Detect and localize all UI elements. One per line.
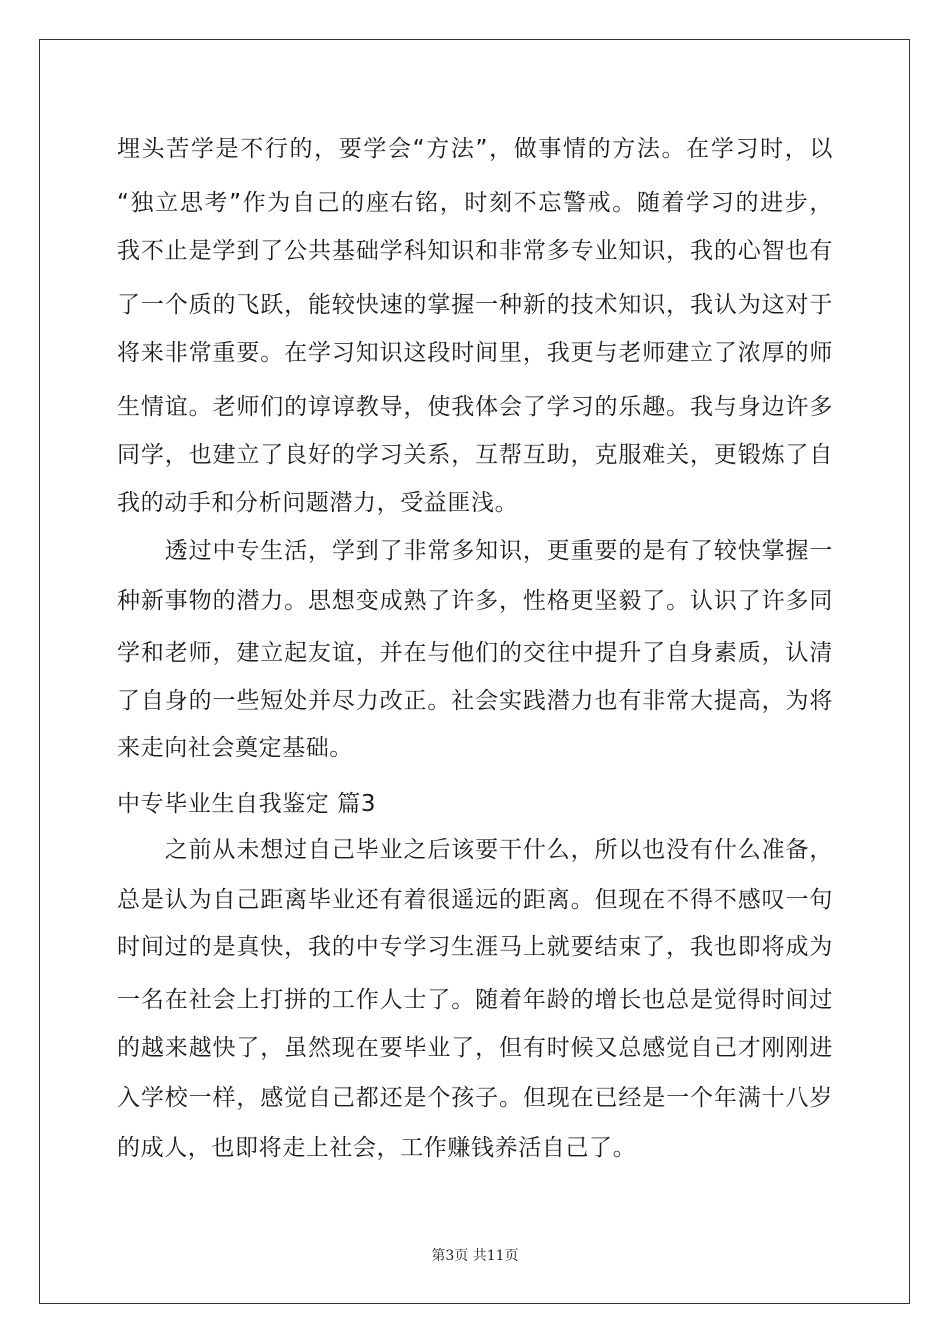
text-line: 种新事物的潜力。思想变成熟了许多，性格更坚毅了。认识了许多同 (117, 588, 833, 614)
text-line: 了自身的一些短处并尽力改正。社会实践潜力也有非常大提高，为将 (117, 688, 833, 714)
text-line: 总是认为自己距离毕业还有着很遥远的距离。但现在不得不感叹一句 (117, 887, 833, 913)
text-line: 之前从未想过自己毕业之后该要干什么，所以也没有什么准备， (117, 837, 833, 863)
text-line: 一名在社会上打拼的工作人士了。随着年龄的增长也总是觉得时间过 (117, 987, 833, 1013)
page-border (39, 39, 910, 1304)
text-line: 时间过的是真快，我的中专学习生涯马上就要结束了，我也即将成为 (117, 934, 833, 960)
text-line: 的越来越快了，虽然现在要毕业了，但有时候又总感觉自己才刚刚进 (117, 1035, 833, 1061)
text-line: 我不止是学到了公共基础学科知识和非常多专业知识，我的心智也有 (117, 238, 833, 264)
text-line: 入学校一样，感觉自己都还是个孩子。但现在已经是一个年满十八岁 (117, 1085, 833, 1111)
text-line: 的成人，也即将走上社会，工作赚钱养活自己了。 (117, 1135, 637, 1161)
text-line: 透过中专生活，学到了非常多知识，更重要的是有了较快掌握一 (117, 538, 833, 564)
page-number: 第3页 共11页 (431, 1248, 519, 1264)
text-line: 同学，也建立了良好的学习关系，互帮互助，克服难关，更锻炼了自 (117, 442, 833, 468)
text-line: 埋头苦学是不行的，要学会“方法”，做事情的方法。在学习时，以 (117, 136, 833, 162)
section-heading: 中专毕业生自我鉴定 篇3 (117, 791, 377, 817)
text-line: 生情谊。老师们的谆谆教导，使我体会了学习的乐趣。我与身边许多 (117, 394, 833, 420)
text-line: 来走向社会奠定基础。 (117, 735, 353, 761)
text-line: 将来非常重要。在学习知识这段时间里，我更与老师建立了浓厚的师 (117, 340, 833, 366)
text-line: 了一个质的飞跃，能较快速的掌握一种新的技术知识，我认为这对于 (117, 292, 833, 318)
text-line: 我的动手和分析问题潜力，受益匪浅。 (117, 490, 519, 516)
text-line: “独立思考”作为自己的座右铭，时刻不忘警戒。随着学习的进步， (117, 190, 833, 216)
text-line: 学和老师，建立起友谊，并在与他们的交往中提升了自身素质，认清 (117, 640, 833, 666)
